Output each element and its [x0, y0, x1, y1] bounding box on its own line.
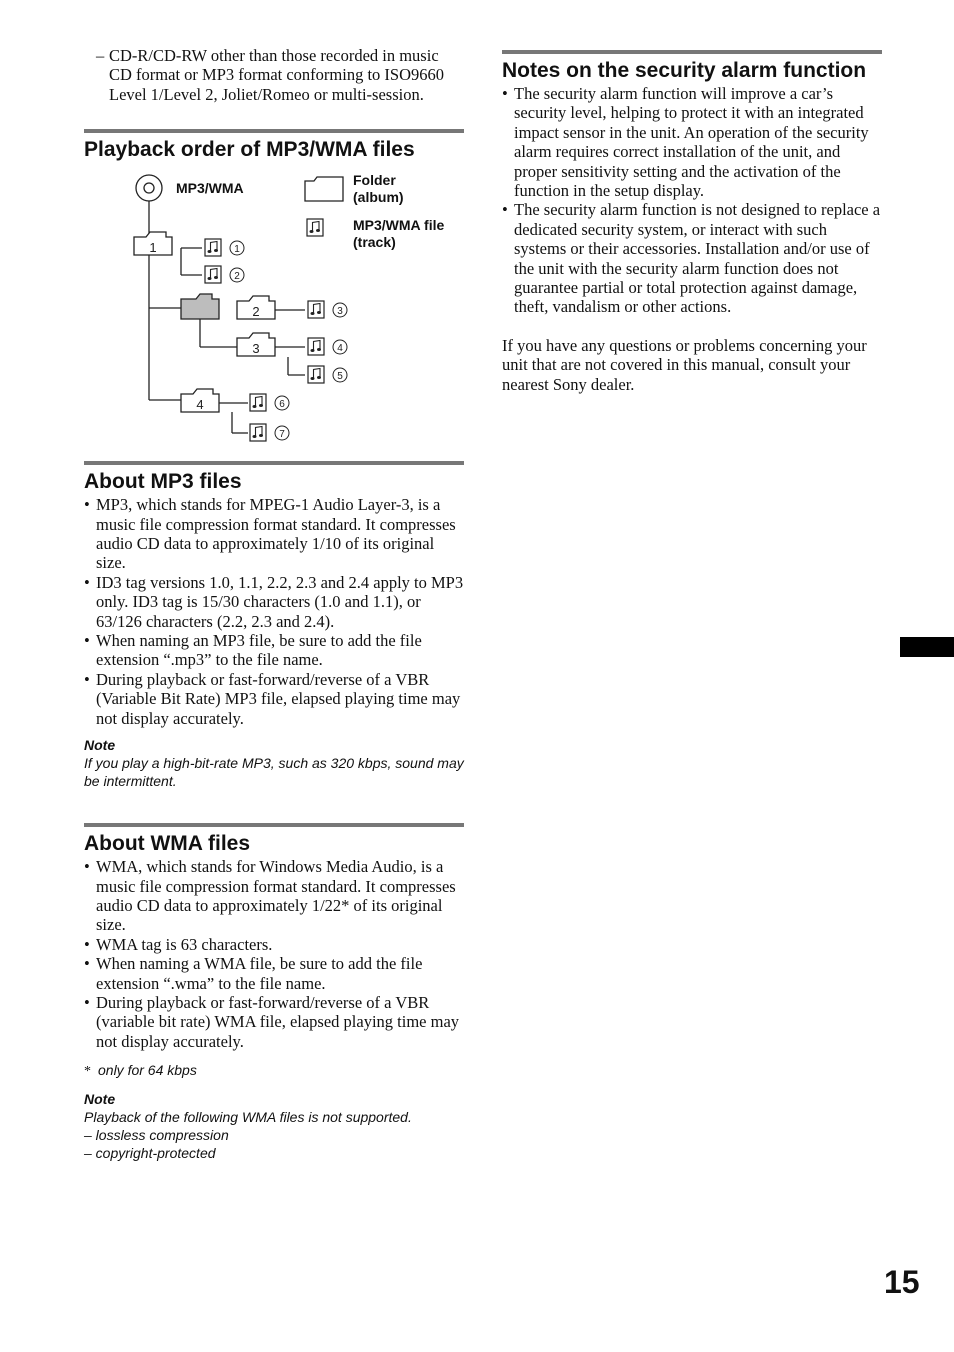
wma-note-title: Note [84, 1091, 116, 1108]
legend-folder-icon [305, 177, 343, 201]
mp3-bullet-4: • During playback or fast-forward/reverse of a VBR (Variable Bit Rate) MP3 file, elapsed playing time may not display accurately. [84, 670, 464, 728]
wma-note-line-1: Playback of the following WMA files is not supported. [84, 1109, 412, 1126]
footnote-marker: * [84, 1064, 91, 1080]
legend-file-line2: (track) [353, 234, 396, 251]
track-5-number: 5 [337, 371, 343, 383]
dash-marker: – [96, 46, 105, 65]
wma-footnote [84, 1061, 464, 1081]
wma-bullet-list [84, 857, 464, 1051]
track-6 [250, 394, 289, 411]
wma-bullet-2: • WMA tag is 63 characters. [84, 935, 464, 954]
disc-label: MP3/WMA [176, 180, 244, 197]
security-closing: If you have any questions or problems concerning your unit that are not covered in this manual, consult your nearest Sony dealer. [502, 335, 867, 394]
page-number: 15 [884, 1264, 920, 1300]
folder-selected [181, 294, 219, 319]
track-7 [250, 424, 289, 441]
security-bullet-2: • The security alarm function is not designed to replace a dedicated security system, or interact with such systems or their accessories. Installation and/or use of the unit with the security alarm function does not guarantee partial or total protection against damage, theft, vandalism or other actions. [502, 200, 882, 316]
folder-1 [134, 232, 172, 255]
mp3-bullet-2: • ID3 tag versions 1.0, 1.1, 2.2, 2.3 and 2.4 apply to MP3 only. ID3 tag is 15/30 characters (1.0 and 1.1), or 63/126 characters (2.2, 2.3 and 2.4). [84, 573, 464, 631]
track-7-number: 7 [279, 429, 285, 441]
mp3-note-text: If you play a high-bit-rate MP3, such as 320 kbps, sound may be intermittent. [84, 755, 464, 790]
folder-1-label: 1 [149, 240, 157, 256]
folder-2-label: 2 [252, 304, 260, 320]
legend-file-icon [307, 219, 323, 236]
section-rule [84, 461, 464, 465]
disc-icon [136, 175, 162, 201]
wma-note-line-3: – copyright-protected [84, 1145, 216, 1162]
track-3 [308, 301, 347, 318]
track-2-number: 2 [234, 271, 240, 283]
folder-3-label: 3 [252, 341, 260, 357]
mp3-note-title: Note [84, 737, 116, 754]
folder-4 [181, 389, 219, 412]
wma-bullet-3: • When naming a WMA file, be sure to add the file extension “.wma” to the file name. [84, 954, 464, 993]
track-4-number: 4 [337, 343, 343, 355]
wma-heading: About WMA files [84, 832, 251, 856]
wma-bullet-1: • WMA, which stands for Windows Media Audio, is a music file compression format standard. It compresses audio CD data to approximately 1/22* of its original size. [84, 857, 464, 935]
mp3-bullet-1: • MP3, which stands for MPEG-1 Audio Layer-3, is a music file compression format standard. It compresses audio CD data to approximately 1/10 of its original size. [84, 495, 464, 573]
security-bullet-list [502, 84, 882, 317]
track-4 [308, 338, 347, 355]
mp3-bullet-list [84, 495, 464, 728]
track-2 [205, 266, 244, 283]
footnote-text: only for 64 kbps [98, 1062, 197, 1079]
track-6-number: 6 [279, 399, 285, 411]
wma-note-line-2: – lossless compression [84, 1127, 229, 1144]
mp3-bullet-3: • When naming an MP3 file, be sure to add the file extension “.mp3” to the file name. [84, 631, 464, 670]
track-1 [205, 239, 244, 256]
left-column [84, 46, 464, 1162]
section-rule [84, 129, 464, 133]
playback-heading: Playback order of MP3/WMA files [84, 138, 415, 162]
folder-3 [237, 333, 275, 356]
intro-dash-text: CD-R/CD-RW other than those recorded in music CD format or MP3 format conforming to ISO9660 Level 1/Level 2, Joliet/Romeo or multi-session. [109, 46, 445, 104]
track-5 [308, 366, 347, 383]
mp3-heading: About MP3 files [84, 470, 242, 494]
legend-folder-line2: (album) [353, 189, 404, 206]
security-bullet-1: • The security alarm function will improve a car’s security level, helping to protect it with an integrated impact sensor in the unit. An operation of the security alarm requires correct installation of the unit, and proper sensitivity setting and the activation of the function in the setup display. [502, 84, 882, 200]
section-rule [502, 50, 882, 54]
folder-2 [237, 296, 275, 319]
wma-bullet-4: • During playback or fast-forward/reverse of a VBR (variable bit rate) WMA file, elapsed playing time may not display accurately. [84, 993, 464, 1051]
intro-dash-item [84, 46, 464, 104]
legend-file-line1: MP3/WMA file [353, 217, 445, 234]
section-rule [84, 823, 464, 827]
right-column [502, 50, 882, 394]
folder-4-label: 4 [196, 397, 204, 413]
track-1-number: 1 [234, 244, 240, 256]
legend-folder-line1: Folder [353, 172, 396, 189]
playback-order-diagram [84, 167, 464, 457]
security-heading: Notes on the security alarm function [502, 59, 867, 82]
track-3-number: 3 [337, 306, 343, 318]
side-index-tab [900, 637, 954, 657]
